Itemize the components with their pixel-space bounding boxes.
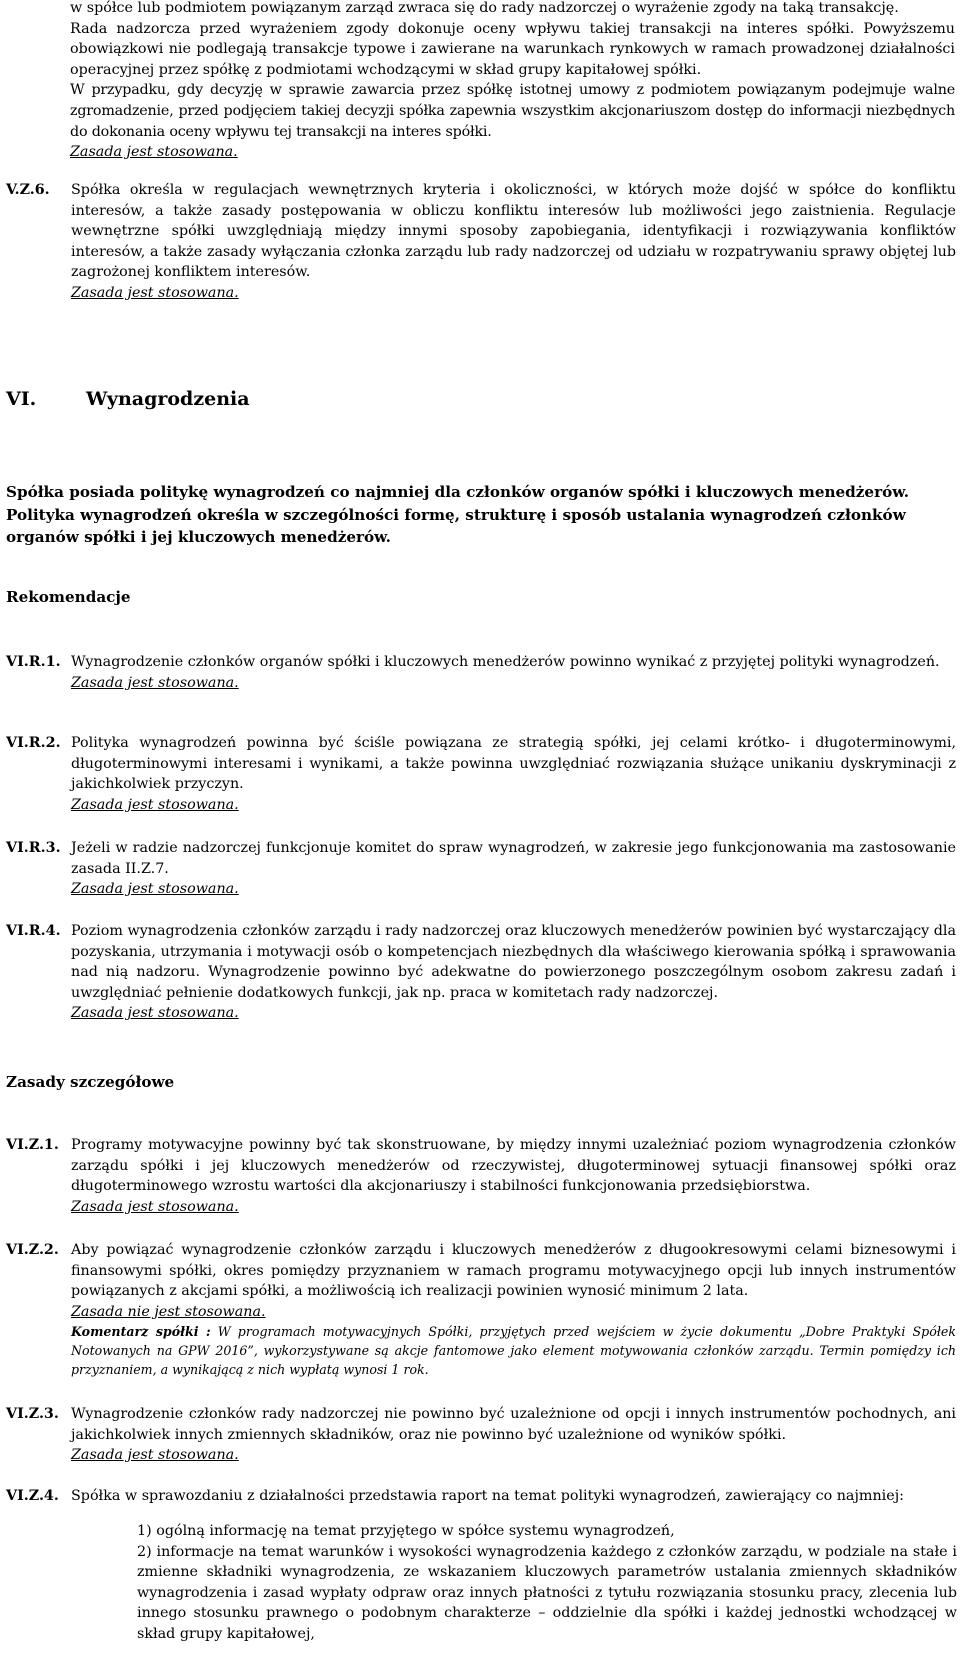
recommendation-code: VI.R.2.: [6, 735, 61, 751]
principle-text: Spółka w sprawozdaniu z działalności przedstawia raport na temat polityki wynagrodzeń, zawierający co najmniej:: [71, 1488, 904, 1504]
recommendation-code: VI.R.1.: [6, 654, 61, 670]
comment-text: W programach motywacyjnych Spółki, przyjętych przed wejściem w życie dokumentu „Dobre Praktyki Spółek Notowanych na GPW 2016”, wykorzystywane są akcje fantomowe jako element motywowania członków zarządu. Termin pomiędzy ich przyznaniem, a wynikającą z nich wypłatą wynosi 1 rok.: [71, 1324, 956, 1378]
status-applied: Zasada jest stosowana.: [71, 1005, 239, 1022]
recommendation-body: [71, 652, 956, 693]
recommendation-body: [71, 733, 956, 815]
principle-text: Spółka określa w regulacjach wewnętrznych kryteria i okoliczności, w których może dojść w spółce do konfliktu interesów, a także zasady postępowania w obliczu konfliktu interesów lub możliwości jego zaistnienia. Regulacje wewnętrzne spółki uwzględniają między innymi sposoby zapobiegania, identyfikacji i rozwiązywania konfliktów interesów, a także zasady wyłączania członka zarządu lub rady nadzorczej od udziału w rozpatrywaniu sprawy objętej lub zagrożonej konfliktem interesów.: [71, 182, 956, 281]
principle-code: VI.Z.1.: [6, 1137, 59, 1153]
section-intro: [6, 481, 956, 549]
principle-code: V.Z.6.: [6, 182, 50, 198]
principle-body: [71, 180, 956, 304]
status-applied: Zasada jest stosowana.: [71, 1447, 239, 1464]
status-applied: Zasada jest stosowana.: [71, 1198, 239, 1215]
principle-text: Wynagrodzenie członków rady nadzorczej nie powinno być uzależnione od opcji i innych instrumentów pochodnych, ani jakichkolwiek innych zmiennych składników, oraz nie powinno być uzależnione od wyników spółki.: [71, 1406, 956, 1443]
comment-label: Komentarz spółki :: [71, 1324, 211, 1340]
continuation-block: [70, 0, 955, 163]
principle-code: VI.Z.4.: [6, 1488, 59, 1504]
section-number: VI.: [6, 388, 37, 410]
status-applied: Zasada jest stosowana.: [71, 881, 239, 898]
recommendation-body: [71, 921, 956, 1024]
principle-text: Aby powiązać wynagrodzenie członków zarządu i kluczowych menedżerów z długookresowymi celami biznesowymi i finansowymi spółki, okres pomiędzy przyznaniem w ramach programu motywacyjnego opcji lub innych instrumentów powiązanych z akcjami spółki, a możliwością ich realizacji powinien wynosić minimum 2 lata.: [71, 1242, 956, 1300]
principle-code: VI.Z.2.: [6, 1242, 59, 1258]
detailed-principles-heading: Zasady szczegółowe: [6, 1073, 175, 1091]
status-not-applied: Zasada nie jest stosowana.: [71, 1303, 266, 1320]
status-applied: Zasada jest stosowana.: [71, 796, 239, 813]
status-applied: Zasada jest stosowana.: [71, 284, 239, 301]
list-item: 2) informacje na temat warunków i wysokości wynagrodzenia każdego z członków zarządu, w podziale na stałe i zmienne składniki wynagrodzenia, ze wskazaniem kluczowych parametrów ustalania zmiennych składników wynagrodzenia i zasad wypłaty odpraw oraz innych płatności z tytułu rozwiązania stosunku pracy, zlecenia lub innego stosunku prawnego o podobnym charakterze – oddzielnie dla spółki i każdej jednostki wchodzącej w skład grupy kapitałowej,: [137, 1543, 957, 1642]
recommendation-code: VI.R.3.: [6, 840, 61, 856]
principle-body: [71, 1404, 956, 1466]
section-intro-text: Spółka posiada politykę wynagrodzeń co najmniej dla członków organów spółki i kluczowych menedżerów. Polityka wynagrodzeń określa w szczególności formę, strukturę i sposób ustalania wynagrodzeń członków organów spółki i jej kluczowych menedżerów.: [6, 483, 910, 546]
recommendation-text: Jeżeli w radzie nadzorczej funkcjonuje komitet do spraw wynagrodzeń, w zakresie jego funkcjonowania ma zastosowanie zasada II.Z.7.: [71, 840, 956, 877]
recommendations-heading: Rekomendacje: [6, 588, 131, 606]
recommendation-text: Poziom wynagrodzenia członków zarządu i rady nadzorczej oraz kluczowych menedżerów powinien być wystarczający dla pozyskania, utrzymania i motywacji osób o kompetencjach niezbędnych dla właściwego kierowania spółką i sprawowania nad nią nadzoru. Wynagrodzenie powinno być adekwatne do powierzonego poszczególnym osobom zakresu zadań i uwzględniać pełnienie dodatkowych funkcji, jak np. praca w komitetach rady nadzorczej.: [71, 923, 956, 1001]
report-contents-list: [137, 1521, 957, 1645]
company-comment: [71, 1322, 956, 1379]
principle-body: [71, 1135, 956, 1217]
list-item: 1) ogólną informację na temat przyjętego w spółce systemu wynagrodzeń,: [137, 1523, 675, 1539]
principle-body: [71, 1486, 956, 1507]
recommendation-body: [71, 838, 956, 900]
principle-code: VI.Z.3.: [6, 1406, 59, 1422]
principle-text: Programy motywacyjne powinny być tak skonstruowane, by między innymi uzależniać poziom wynagrodzenia członków zarządu spółki i jej kluczowych menedżerów od rzeczywistej, długoterminowej sytuacji finansowej spółki oraz długoterminowego wzrostu wartości dla akcjonariuszy i stabilności funkcjonowania przedsiębiorstwa.: [71, 1137, 956, 1195]
recommendation-text: Wynagrodzenie członków organów spółki i kluczowych menedżerów powinno wynikać z przyjętej polityki wynagrodzeń.: [71, 654, 940, 670]
section-title: Wynagrodzenia: [86, 388, 250, 410]
continuation-para-2: Rada nadzorcza przed wyrażeniem zgody dokonuje oceny wpływu takiej transakcji na interes spółki. Powyższemu obowiązkowi nie podlegają transakcje typowe i zawierane na warunkach rynkowych w ramach prowadzonej działalności operacyjnej przez spółkę z podmiotami wchodzącymi w skład grupy kapitałowej spółki.: [70, 20, 955, 78]
recommendation-text: Polityka wynagrodzeń powinna być ściśle powiązana ze strategią spółki, jej celami krótko- i długoterminowymi, długoterminowymi interesami i wynikami, a także powinna uwzględniać rozwiązania służące unikaniu dyskryminacji z jakichkolwiek przyczyn.: [71, 735, 956, 793]
continuation-para-3: W przypadku, gdy decyzję w sprawie zawarcia przez spółkę istotnej umowy z podmiotem powiązanym podejmuje walne zgromadzenie, przed podjęciem takiej decyzji spółka zapewnia wszystkim akcjonariuszom dostęp do informacji niezbędnych do dokonania oceny wpływu tej transakcji na interes spółki.: [70, 82, 955, 140]
status-applied: Zasada jest stosowana.: [70, 144, 238, 161]
continuation-line-1: w spółce lub podmiotem powiązanym zarząd zwraca się do rady nadzorczej o wyrażenie zgody na taką transakcję.: [70, 0, 899, 16]
principle-body: [71, 1240, 956, 1379]
recommendation-code: VI.R.4.: [6, 923, 61, 939]
status-applied: Zasada jest stosowana.: [71, 674, 239, 691]
